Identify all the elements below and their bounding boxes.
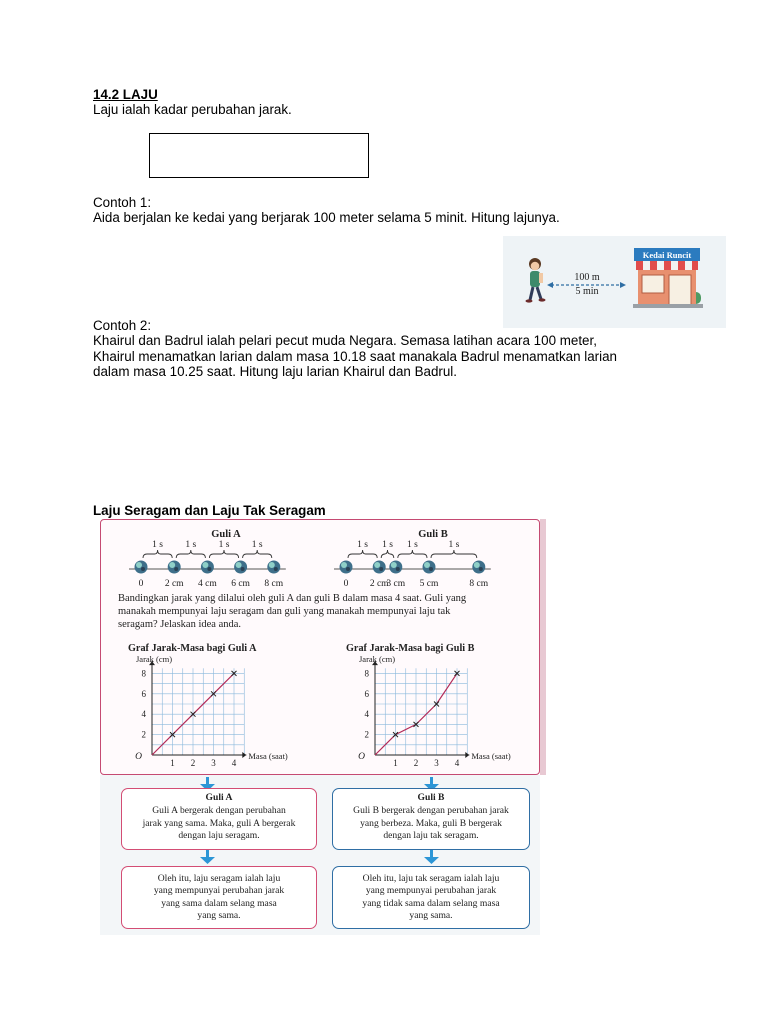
uniform-conclusion-line-2: yang mempunyai perubahan jarak bbox=[153, 885, 285, 897]
uniform-speed-conclusion-box bbox=[121, 866, 317, 929]
marble-icon bbox=[340, 561, 353, 574]
y-axis-label: Jarak (cm) bbox=[359, 655, 396, 664]
guli-a-explanation-box bbox=[121, 788, 317, 850]
x-tick-label: 4 bbox=[231, 758, 237, 768]
y-tick-label: 4 bbox=[364, 709, 369, 720]
non-uniform-speed-conclusion-box bbox=[332, 866, 530, 929]
guli-a-box-line-2: jarak yang sama. Maka, guli A bergerak bbox=[142, 817, 296, 829]
guli-b-box-title: Guli B bbox=[417, 792, 445, 803]
section-title: 14.2 LAJU bbox=[93, 87, 158, 102]
question-line-1: Bandingkan jarak yang dilalui oleh guli A dan guli B dalam masa 4 saat. Guli yang bbox=[118, 593, 467, 604]
y-tick-label: 8 bbox=[141, 668, 146, 679]
guli-b-title: Guli B bbox=[418, 529, 448, 540]
guli-a-interval-label: 1 s bbox=[152, 540, 164, 550]
guli-b-position-label: 0 bbox=[343, 579, 349, 589]
graph-a-title: Graf Jarak-Masa bagi Guli A bbox=[128, 643, 257, 654]
uniform-conclusion-line-1: Oleh itu, laju seragam ialah laju bbox=[157, 873, 281, 884]
non-uniform-conclusion-line-3: yang tidak sama dalam selang masa bbox=[362, 897, 500, 909]
x-tick-label: 3 bbox=[211, 758, 216, 768]
shop-illustration bbox=[503, 236, 726, 328]
x-axis-label: Masa (saat) bbox=[471, 751, 511, 761]
y-tick-label: 2 bbox=[141, 729, 146, 740]
example-2-line-2: Khairul menamatkan larian dalam masa 10.18 saat manakala Badrul menamatkan larian bbox=[93, 349, 618, 364]
guli-b-position-label: 5 cm bbox=[419, 579, 439, 589]
x-tick-label: 2 bbox=[413, 758, 419, 768]
guli-a-interval-brace bbox=[176, 550, 205, 558]
shop-sign: Kedai Runcit bbox=[642, 250, 692, 260]
subsection-title: Laju Seragam dan Laju Tak Seragam bbox=[93, 503, 326, 518]
marble-icon bbox=[234, 561, 247, 574]
guli-a-position-label: 4 cm bbox=[198, 579, 217, 589]
graph-b-title: Graf Jarak-Masa bagi Guli B bbox=[346, 643, 475, 654]
guli-a-title: Guli A bbox=[211, 529, 241, 540]
guli-b-explanation-box bbox=[332, 788, 530, 850]
marble-icon bbox=[389, 561, 402, 574]
uniform-conclusion-line-3: yang sama dalam selang masa bbox=[161, 897, 277, 909]
guli-a-interval-brace bbox=[143, 550, 172, 558]
distance-label: 100 m bbox=[574, 272, 600, 283]
time-label: 5 min bbox=[575, 286, 599, 297]
guli-a-interval-label: 1 s bbox=[251, 540, 263, 550]
guli-a-box-title: Guli A bbox=[205, 792, 233, 803]
guli-b-position-label: 3 cm bbox=[386, 579, 406, 589]
x-tick-label: 4 bbox=[454, 758, 460, 768]
guli-b-interval-brace bbox=[431, 550, 477, 558]
non-uniform-conclusion-line-4: yang sama. bbox=[409, 910, 453, 922]
origin-label: O bbox=[358, 752, 365, 762]
guli-b-box-line-1: Guli B bergerak dengan perubahan jarak bbox=[353, 805, 509, 817]
guli-a-position-label: 0 bbox=[138, 579, 144, 589]
guli-b-box-line-3: dengan laju tak seragam. bbox=[383, 830, 479, 842]
y-tick-label: 6 bbox=[141, 688, 146, 699]
y-tick-label: 4 bbox=[141, 709, 146, 720]
y-tick-label: 6 bbox=[364, 688, 369, 699]
graph-a bbox=[111, 655, 316, 775]
y-axis-label: Jarak (cm) bbox=[136, 655, 173, 664]
guli-a-position-label: 6 cm bbox=[231, 579, 250, 589]
guli-a-interval-label: 1 s bbox=[185, 540, 197, 550]
x-tick-label: 2 bbox=[190, 758, 196, 768]
non-uniform-conclusion-line-1: Oleh itu, laju tak seragam ialah laju bbox=[362, 873, 500, 884]
example-2-line-1: Khairul dan Badrul ialah pelari pecut muda Negara. Semasa latihan acara 100 meter, bbox=[93, 333, 597, 348]
marble-diagram bbox=[101, 520, 538, 592]
guli-b-interval-label: 1 s bbox=[448, 540, 460, 550]
example-1-label: Contoh 1: bbox=[93, 195, 152, 210]
uniform-conclusion-line-4: yang sama. bbox=[197, 910, 241, 922]
marble-icon bbox=[135, 561, 148, 574]
guli-b-interval-label: 1 s bbox=[357, 540, 369, 550]
marble-icon bbox=[201, 561, 214, 574]
guli-b-box-line-2: yang berbeza. Maka, guli B bergerak bbox=[360, 817, 502, 829]
x-tick-label: 1 bbox=[393, 758, 398, 768]
marble-icon bbox=[373, 561, 386, 574]
shop-illustration-graphic bbox=[503, 236, 726, 328]
non-uniform-conclusion-line-2: yang mempunyai perubahan jarak bbox=[365, 885, 497, 897]
origin-label: O bbox=[135, 752, 142, 762]
guli-a-box-line-3: dengan laju seragam. bbox=[178, 830, 260, 842]
guli-b-interval-brace bbox=[348, 550, 377, 558]
guli-a-interval-brace bbox=[243, 550, 272, 558]
guli-b-interval-brace bbox=[398, 550, 427, 558]
guli-b-interval-label: 1 s bbox=[406, 540, 418, 550]
example-2-label: Contoh 2: bbox=[93, 318, 152, 333]
y-tick-label: 8 bbox=[364, 668, 369, 679]
x-tick-label: 1 bbox=[170, 758, 175, 768]
marble-icon bbox=[168, 561, 181, 574]
y-tick-label: 2 bbox=[364, 729, 369, 740]
marble-icon bbox=[423, 561, 436, 574]
textbook-panel bbox=[100, 519, 540, 775]
guli-a-interval-label: 1 s bbox=[218, 540, 230, 550]
example-2-line-3: dalam masa 10.25 saat. Hitung laju larian Khairul dan Badrul. bbox=[93, 364, 457, 379]
guli-b-position-label: 2 cm bbox=[369, 579, 389, 589]
question-line-3: seragam? Jelaskan idea anda. bbox=[118, 619, 242, 630]
guli-a-position-label: 8 cm bbox=[264, 579, 284, 589]
guli-b-interval-brace bbox=[381, 550, 394, 558]
x-tick-label: 3 bbox=[434, 758, 439, 768]
marble-icon bbox=[267, 561, 280, 574]
question-line-2: manakah mempunyai laju seragam dan guli yang manakah mempunyai laju tak bbox=[118, 606, 451, 617]
guli-a-interval-brace bbox=[209, 550, 238, 558]
page-edge bbox=[540, 519, 546, 775]
marble-icon bbox=[472, 561, 485, 574]
guli-a-position-label: 2 cm bbox=[164, 579, 184, 589]
guli-b-interval-label: 1 s bbox=[382, 540, 393, 550]
formula-answer-box bbox=[149, 133, 369, 178]
guli-b-position-label: 8 cm bbox=[469, 579, 489, 589]
speed-definition: Laju ialah kadar perubahan jarak. bbox=[93, 102, 292, 117]
example-1-text: Aida berjalan ke kedai yang berjarak 100 meter selama 5 minit. Hitung lajunya. bbox=[93, 210, 560, 225]
x-axis-label: Masa (saat) bbox=[248, 751, 288, 761]
guli-a-box-line-1: Guli A bergerak dengan perubahan bbox=[152, 805, 286, 817]
graph-b bbox=[334, 655, 539, 775]
